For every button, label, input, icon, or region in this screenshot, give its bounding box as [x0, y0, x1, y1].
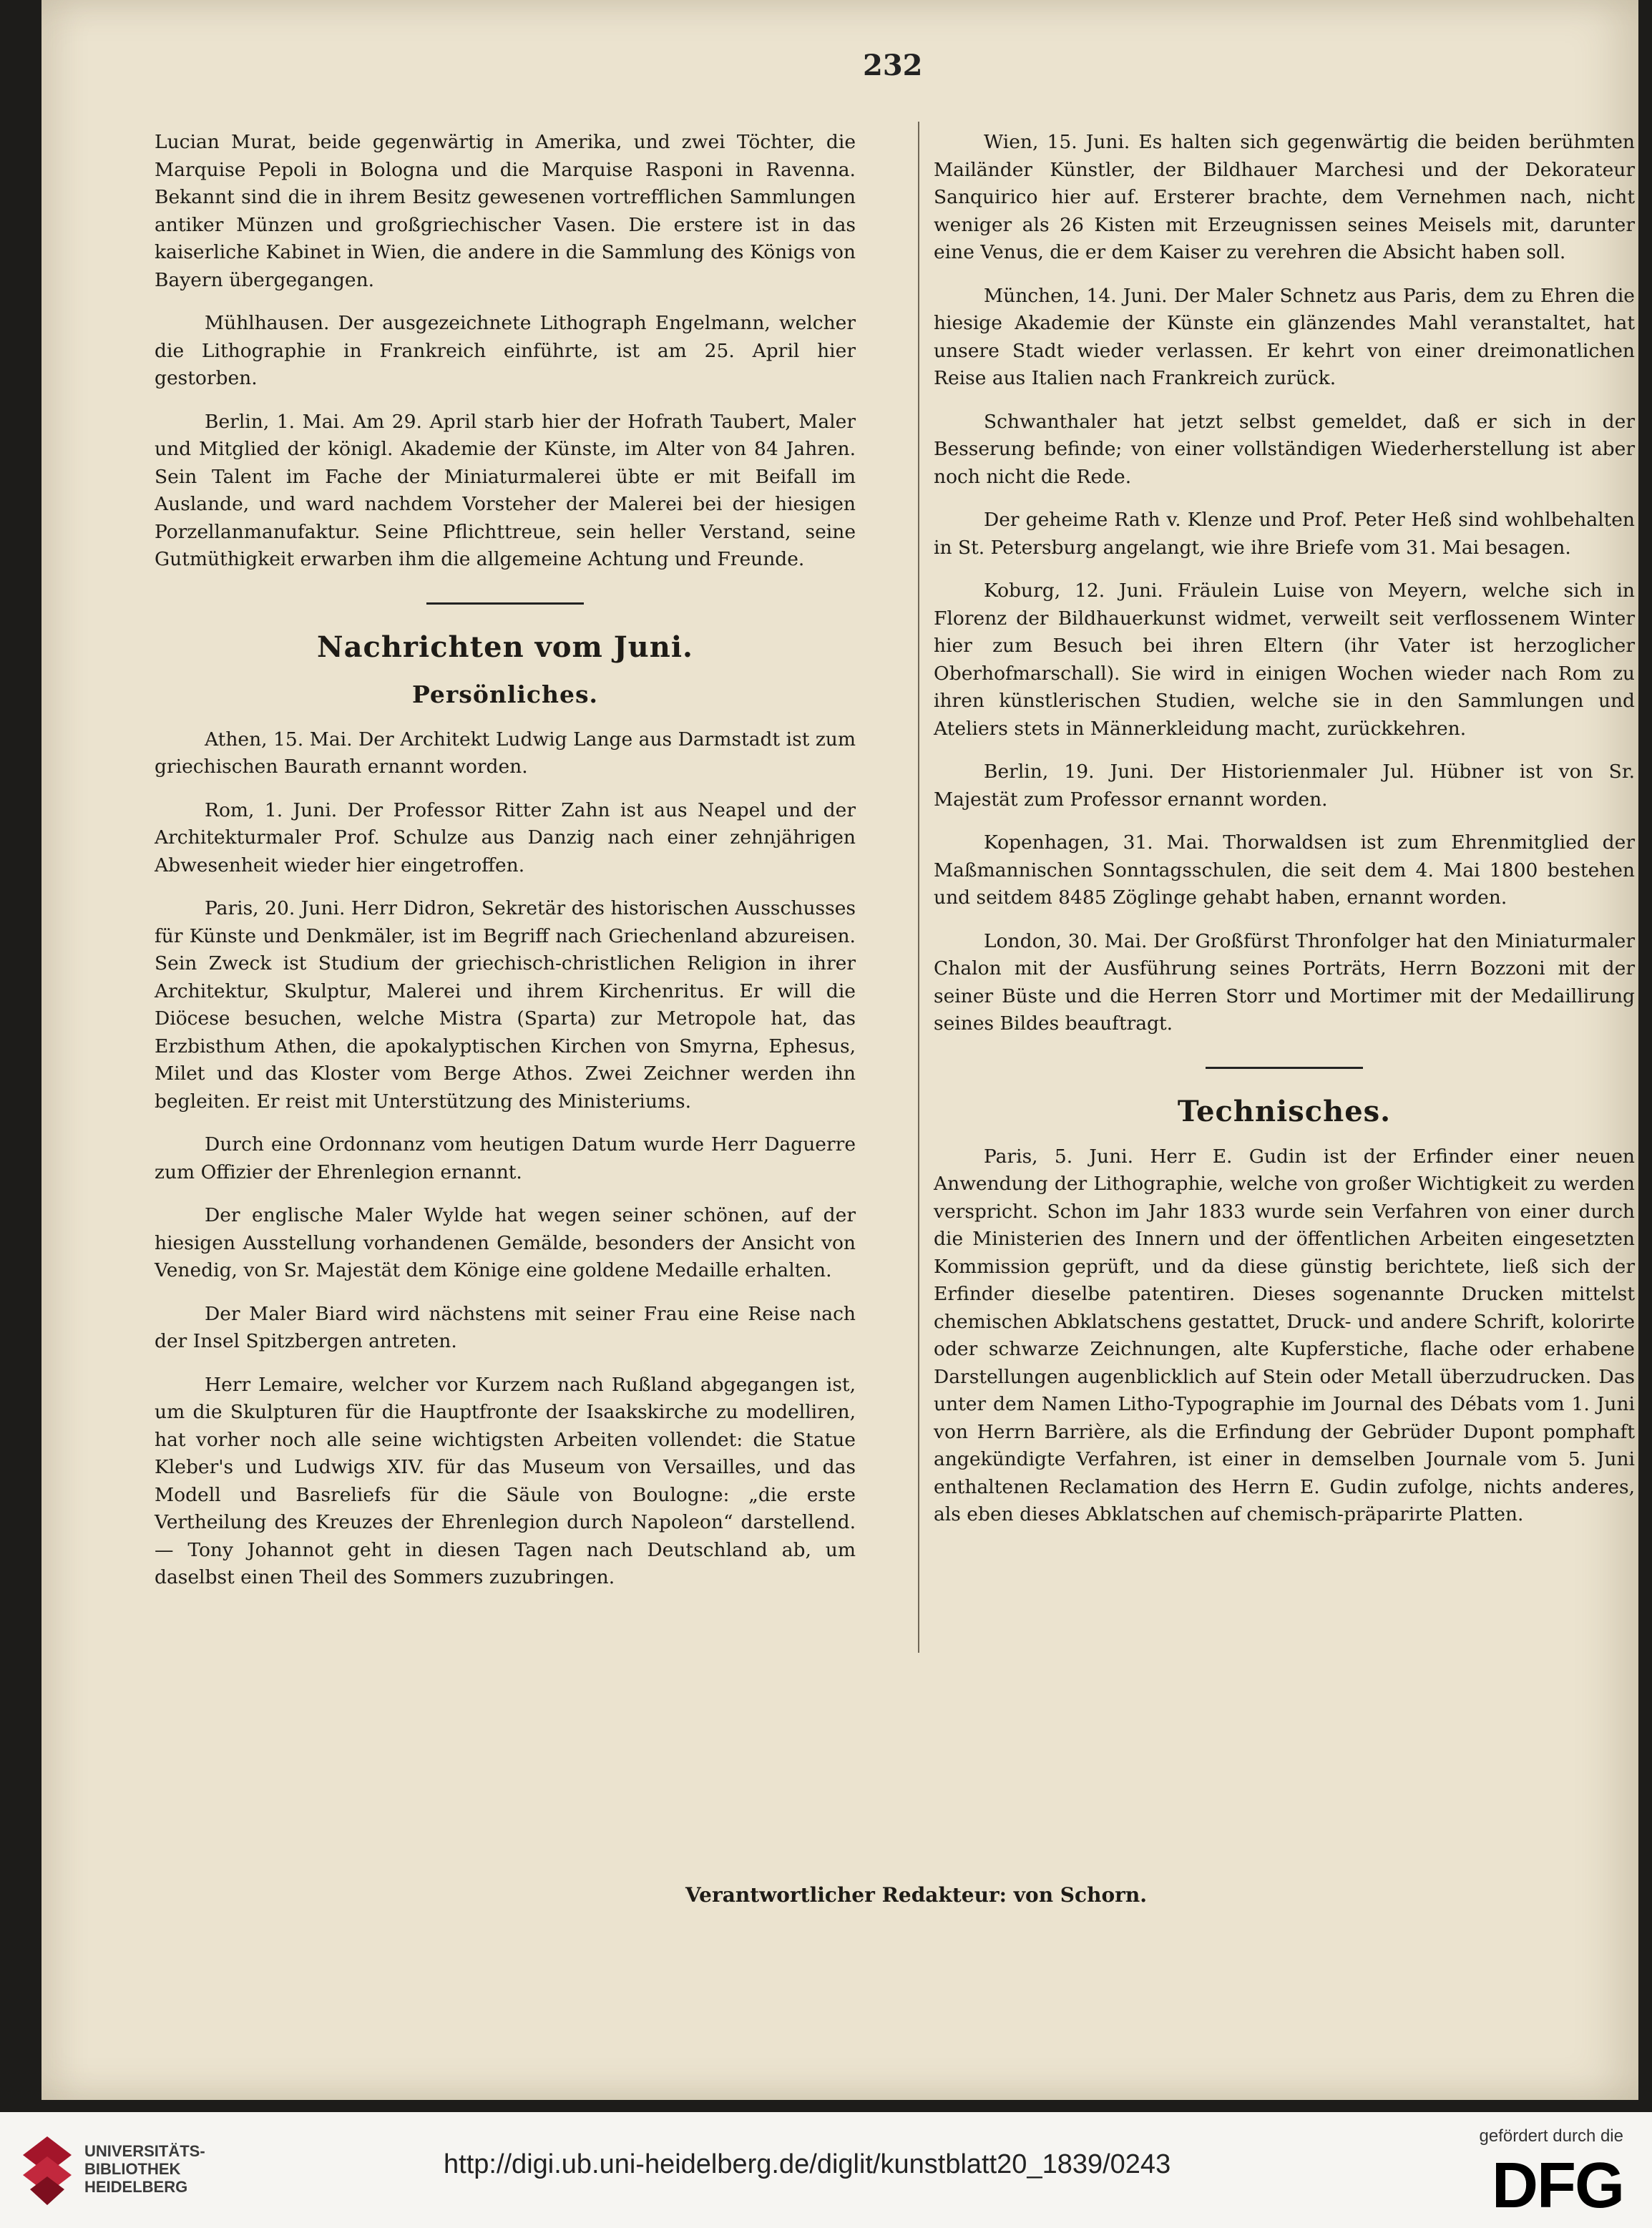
footer-bar: [0, 2112, 1652, 2228]
permalink-url[interactable]: http://digi.ub.uni-heidelberg.de/diglit/kunstblatt20_1839/0243: [444, 2149, 1171, 2179]
section-rule: [1206, 1067, 1363, 1069]
paragraph: Der englische Maler Wylde hat wegen seiner schönen, auf der hiesigen Ausstellung vorhandenen Gemälde, besonders der Ansicht von Venedig, von Sr. Majestät dem Könige eine goldene Medaille erhalten.: [155, 1204, 856, 1281]
section-title: Technisches.: [1177, 1094, 1392, 1128]
column-divider: [918, 122, 919, 1653]
paragraph: Lucian Murat, beide gegenwärtig in Amerika, und zwei Töchter, die Marquise Pepoli in Bologna und die Marquise Rasponi in Ravenna. Bekannt sind die in ihrem Besitz gewesenen vortrefflichen Sammlungen antiker Münzen und großgriechischer Vasen. Die erstere ist in das kaiserliche Kabinet in Wien, die andere in die Sammlung des Königs von Bayern übergegangen.: [155, 131, 856, 291]
paragraph: Paris, 5. Juni. Herr E. Gudin ist der Erfinder einer neuen Anwendung der Lithographie, welche von großer Wichtigkeit zu werden verspricht. Schon im Jahr 1833 wurde sein Verfahren von einer durch die Ministerien des Innern und der öffentlichen Arbeiten eingesetzten Kommission geprüft, und da diese günstig berichtete, ließ sich der Erfinder dieselbe patentiren. Dieses sogenannte Drucken mittelst chemischen Abklatschens gestattet, Druck- und andere Schrift, kolorirte oder schwarze Zeichnungen, alte Kupferstiche, flache oder erhabene Darstellungen augenblicklich auf Stein oder Metall überzudrucken. Das unter dem Namen Litho-Typographie im Journal des Débats vom 1. Juni von Herrn Barrière, als die Erfindung der Gebrüder Dupont pomphaft angekündigte Verfahren, ist einer in demselben Journale vom 5. Juni enthaltenen Reclamation des Herrn E. Gudin zufolge, nichts anderes, als eben dieses Abklatschen auf chemisch-präparirte Platten.: [934, 1145, 1635, 1525]
right-column: [934, 129, 1635, 1545]
paragraph: Berlin, 19. Juni. Der Historienmaler Jul. Hübner ist von Sr. Majestät zum Professor ernannt worden.: [934, 761, 1635, 811]
paragraph: Berlin, 1. Mai. Am 29. April starb hier der Hofrath Taubert, Maler und Mitglied der königl. Akademie der Künste, im Alter von 84 Jahren. Sein Talent im Fache der Miniaturmalerei übte er mit Beifall im Auslande, und ward nachdem Vorsteher der Malerei bei der hiesigen Porzellanmanufaktur. Seine Pflichttreue, sein heller Verstand, seine Gutmüthigkeit erwarben ihm die allgemeine Achtung und Freunde.: [155, 410, 856, 570]
paragraph: Koburg, 12. Juni. Fräulein Luise von Meyern, welche sich in Florenz der Bildhauerkunst widmet, verweilt seit verflossenem Winter hier zum Besuch bei ihren Eltern (ihr Vater ist herzoglicher Oberhofmarschall). Sie wird in einigen Wochen wieder nach Rom zu ihren künstlerischen Studien, welche sie in den Sammlungen und Ateliers stets in Männerkleidung macht, zurückkehren.: [934, 580, 1635, 740]
scanned-page: [41, 0, 1638, 2100]
paragraph: Wien, 15. Juni. Es halten sich gegenwärtig die beiden berühmten Mailänder Künstler, der Bildhauer Marchesi und der Dekorateur Sanquirico hier auf. Ersterer brachte, dem Vernehmen nach, nicht weniger als 26 Kisten mit Erzeugnissen seines Meisels mit, darunter eine Venus, die er dem Kaiser zu verehren die Absicht haben soll.: [934, 131, 1635, 263]
left-column: [155, 129, 856, 1608]
paragraph: London, 30. Mai. Der Großfürst Thronfolger hat den Miniaturmaler Chalon mit der Ausführung seines Porträts, Herrn Bozzoni mit der seiner Büste und die Herren Storr und Mortimer mit der Medaillirung seines Bildes beauftragt.: [934, 929, 1635, 1035]
paragraph: Rom, 1. Juni. Der Professor Ritter Zahn ist aus Neapel und der Architekturmaler Prof. Schulze aus Danzig nach einer zehnjährigen Abwesenheit wieder hier eingetroffen.: [155, 798, 856, 876]
paragraph: Der geheime Rath v. Klenze und Prof. Peter Heß sind wohlbehalten in St. Petersburg angelangt, wie ihre Briefe vom 31. Mai besagen.: [934, 509, 1635, 559]
paragraph: Mühlhausen. Der ausgezeichnete Lithograph Engelmann, welcher die Lithographie in Frankreich einführte, ist am 25. April hier gestorben.: [155, 312, 856, 389]
library-line: HEIDELBERG: [84, 2178, 188, 2196]
library-line: UNIVERSITÄTS-: [84, 2142, 205, 2160]
funded-by-label: gefördert durch die: [1479, 2126, 1623, 2146]
paragraph: Schwanthaler hat jetzt selbst gemeldet, daß er sich in der Besserung befinde; von einer vollständigen Wiederherstellung ist aber noch nicht die Rede.: [934, 410, 1635, 488]
paragraph: Herr Lemaire, welcher vor Kurzem nach Rußland abgegangen ist, um die Skulpturen für die Hauptfronte der Isaakskirche zu modelliren, hat vorher noch alle seine wichtigsten Arbeiten vollendet: die Statue Kleber's und Ludwigs XIV. für das Museum von Versailles, und das Modell und Basreliefs für die Säule von Boulogne: „die erste Vertheilung des Kreuzes der Ehrenlegion durch Napoleon“ darstellend. — Tony Johannot geht in diesen Tagen nach Deutschland ab, um daselbst einen Theil des Sommers zuzubringen.: [155, 1373, 856, 1588]
paragraph: München, 14. Juni. Der Maler Schnetz aus Paris, dem zu Ehren die hiesige Akademie der Künste ein glänzendes Mahl veranstaltet, hat unsere Stadt wieder verlassen. Er kehrt von einer dreimonatlichen Reise aus Italien nach Frankreich zurück.: [934, 284, 1635, 389]
section-title: Nachrichten vom Juni.: [317, 630, 693, 664]
paragraph: Kopenhagen, 31. Mai. Thorwaldsen ist zum Ehrenmitglied der Maßmannischen Sonntagsschulen, die seit dem 4. Mai 1800 bestehen und seitdem 8485 Zöglinge gehabt haben, ernannt worden.: [934, 831, 1635, 909]
library-line: BIBLIOTHEK: [84, 2160, 181, 2178]
page-number: 232: [863, 49, 923, 82]
paragraph: Der Maler Biard wird nächstens mit seiner Frau eine Reise nach der Insel Spitzbergen antreten.: [155, 1302, 856, 1352]
section-rule: [426, 602, 584, 605]
subsection-title: Persönliches.: [411, 680, 599, 708]
paragraph: Athen, 15. Mai. Der Architekt Ludwig Lange aus Darmstadt ist zum griechischen Baurath ernannt worden.: [155, 728, 856, 778]
editor-line: Verantwortlicher Redakteur: von Schorn.: [685, 1883, 1147, 1907]
dfg-logo[interactable]: DFG: [1492, 2150, 1623, 2222]
library-emblem-icon: [21, 2135, 73, 2207]
university-library-logo[interactable]: [21, 2132, 205, 2211]
library-name: [84, 2142, 205, 2196]
paragraph: Durch eine Ordonnanz vom heutigen Datum wurde Herr Daguerre zum Offizier der Ehrenlegion ernannt.: [155, 1133, 856, 1183]
paragraph: Paris, 20. Juni. Herr Didron, Sekretär des historischen Ausschusses für Künste und Denkmäler, ist im Begriff nach Griechenland abzureisen. Sein Zweck ist Studium der griechisch-christlichen Religion in ihrer Architektur, Skulptur, Malerei und ihrem Kirchenritus. Er will die Diöcese besuchen, welche Mistra (Sparta) zur Metropole hat, das Erzbisthum Athen, die apokalyptischen Kirchen von Smyrna, Ephesus, Milet und das Kloster vom Berge Athos. Zwei Zeichner werden ihn begleiten. Er reist mit Unterstützung des Ministeriums.: [155, 897, 856, 1113]
